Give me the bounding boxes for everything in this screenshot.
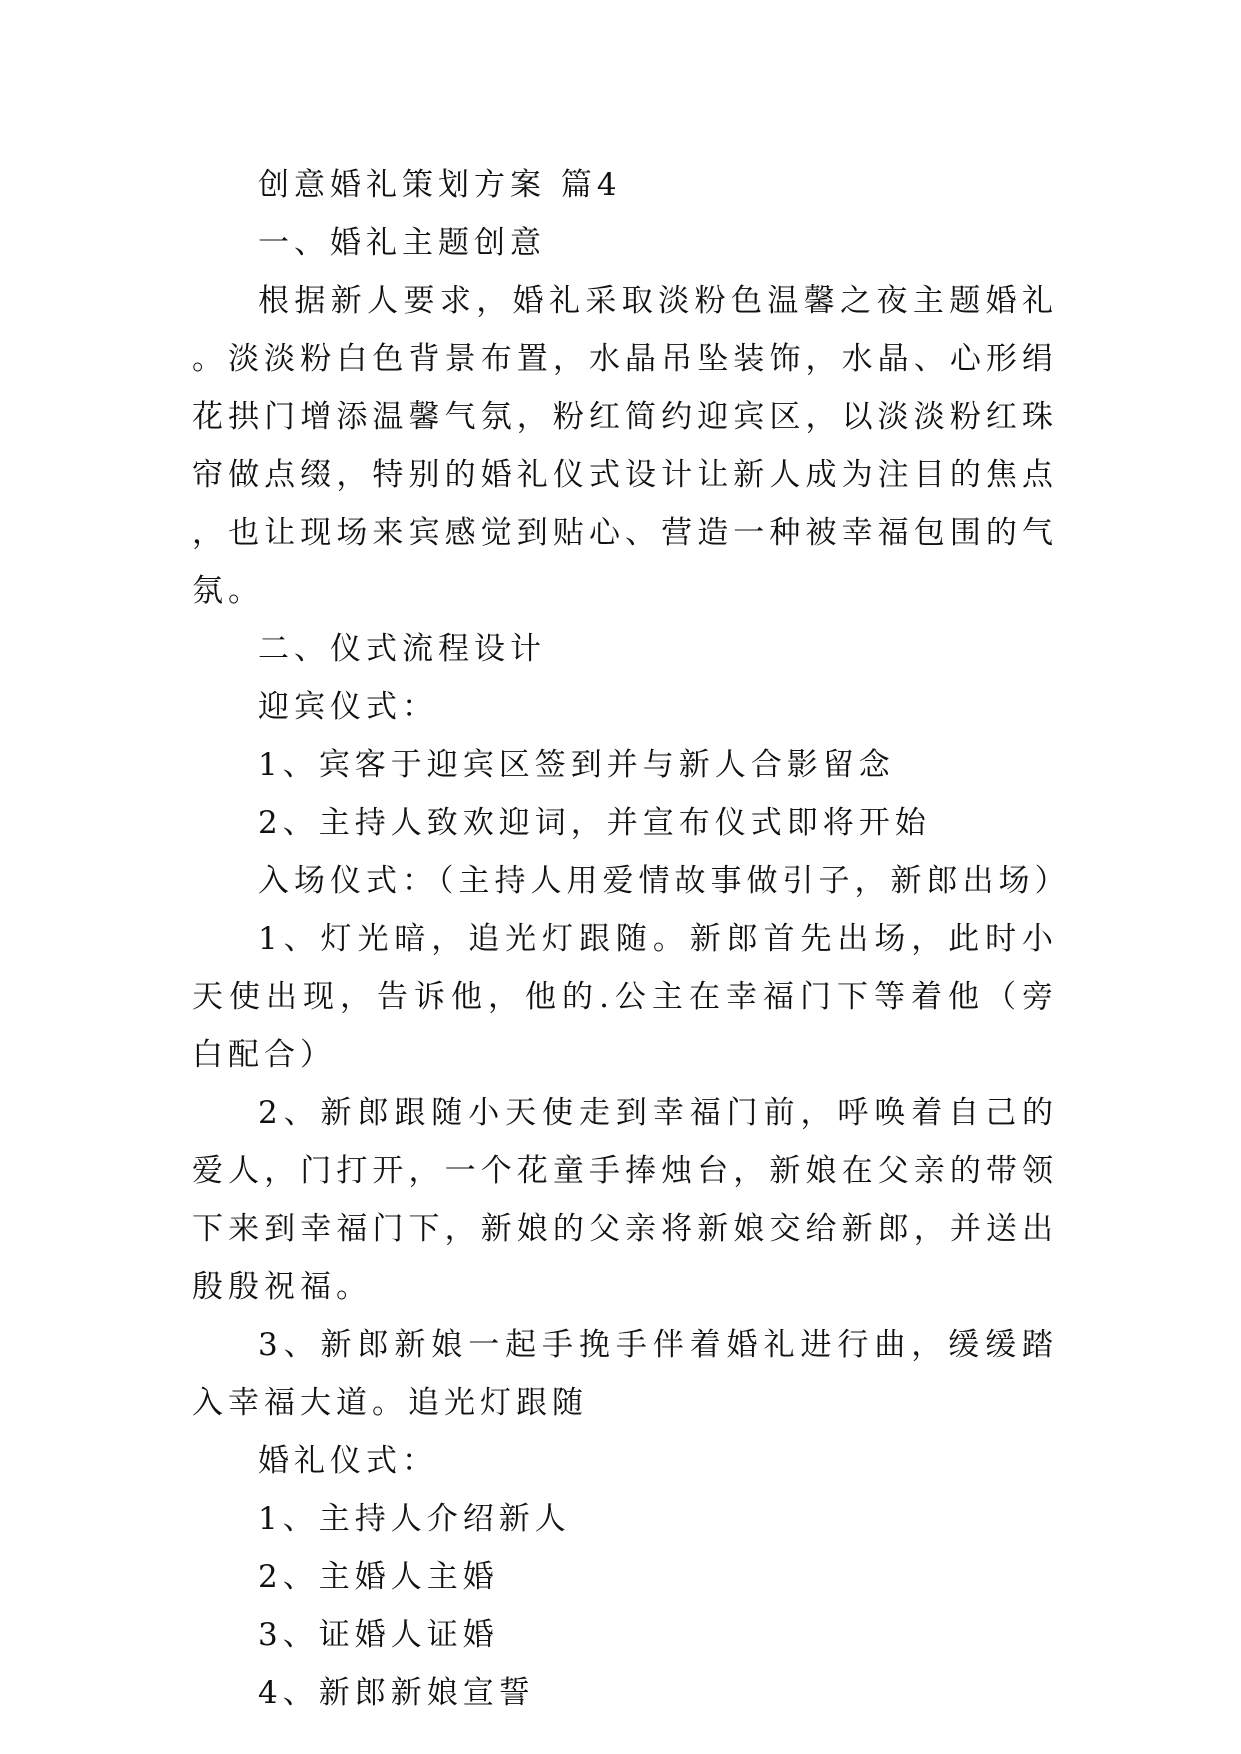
list-item-wedding-2: 2、主婚人主婚 (258, 1559, 499, 1595)
subheading-welcome-ceremony: 迎宾仪式： (258, 689, 438, 725)
list-item-wedding-1: 1、主持人介绍新人 (258, 1501, 571, 1537)
list-item-wedding-4: 4、新郎新娘宣誓 (258, 1675, 535, 1711)
subheading-wedding-ceremony: 婚礼仪式： (258, 1443, 438, 1479)
document-title: 创意婚礼策划方案 篇4 (258, 167, 622, 203)
list-item-wedding-3: 3、证婚人证婚 (258, 1617, 499, 1653)
subheading-entrance-ceremony: 入场仪式：（主持人用爱情故事做引子，新郎出场） (258, 863, 1071, 899)
list-item-entrance-1: 1、灯光暗，追光灯跟随。新郎首先出场，此时小天使出现，告诉他，他的.公主在幸福门下等着他（旁白配合） (192, 921, 1058, 1073)
paragraph-theme-description: 根据新人要求，婚礼采取淡粉色温馨之夜主题婚礼。淡淡粉白色背景布置，水晶吊坠装饰，水晶、心形绢花拱门增添温馨气氛，粉红简约迎宾区，以淡淡粉红珠帘做点缀，特别的婚礼仪式设计让新人成为注目的焦点，也让现场来宾感觉到贴心、营造一种被幸福包围的气氛。 (192, 283, 1058, 609)
section-heading-theme: 一、婚礼主题创意 (258, 225, 546, 261)
list-item-welcome-2: 2、主持人致欢迎词，并宣布仪式即将开始 (258, 805, 931, 841)
list-item-welcome-1: 1、宾客于迎宾区签到并与新人合影留念 (258, 747, 895, 783)
list-item-entrance-2: 2、新郎跟随小天使走到幸福门前，呼唤着自己的爱人，门打开，一个花童手捧烛台，新娘在父亲的带领下来到幸福门下，新娘的父亲将新娘交给新郎，并送出殷殷祝福。 (192, 1095, 1058, 1305)
section-heading-ceremony-flow: 二、仪式流程设计 (258, 631, 546, 667)
list-item-entrance-3: 3、新郎新娘一起手挽手伴着婚礼进行曲，缓缓踏入幸福大道。追光灯跟随 (192, 1327, 1058, 1421)
document-body (192, 156, 1071, 1722)
